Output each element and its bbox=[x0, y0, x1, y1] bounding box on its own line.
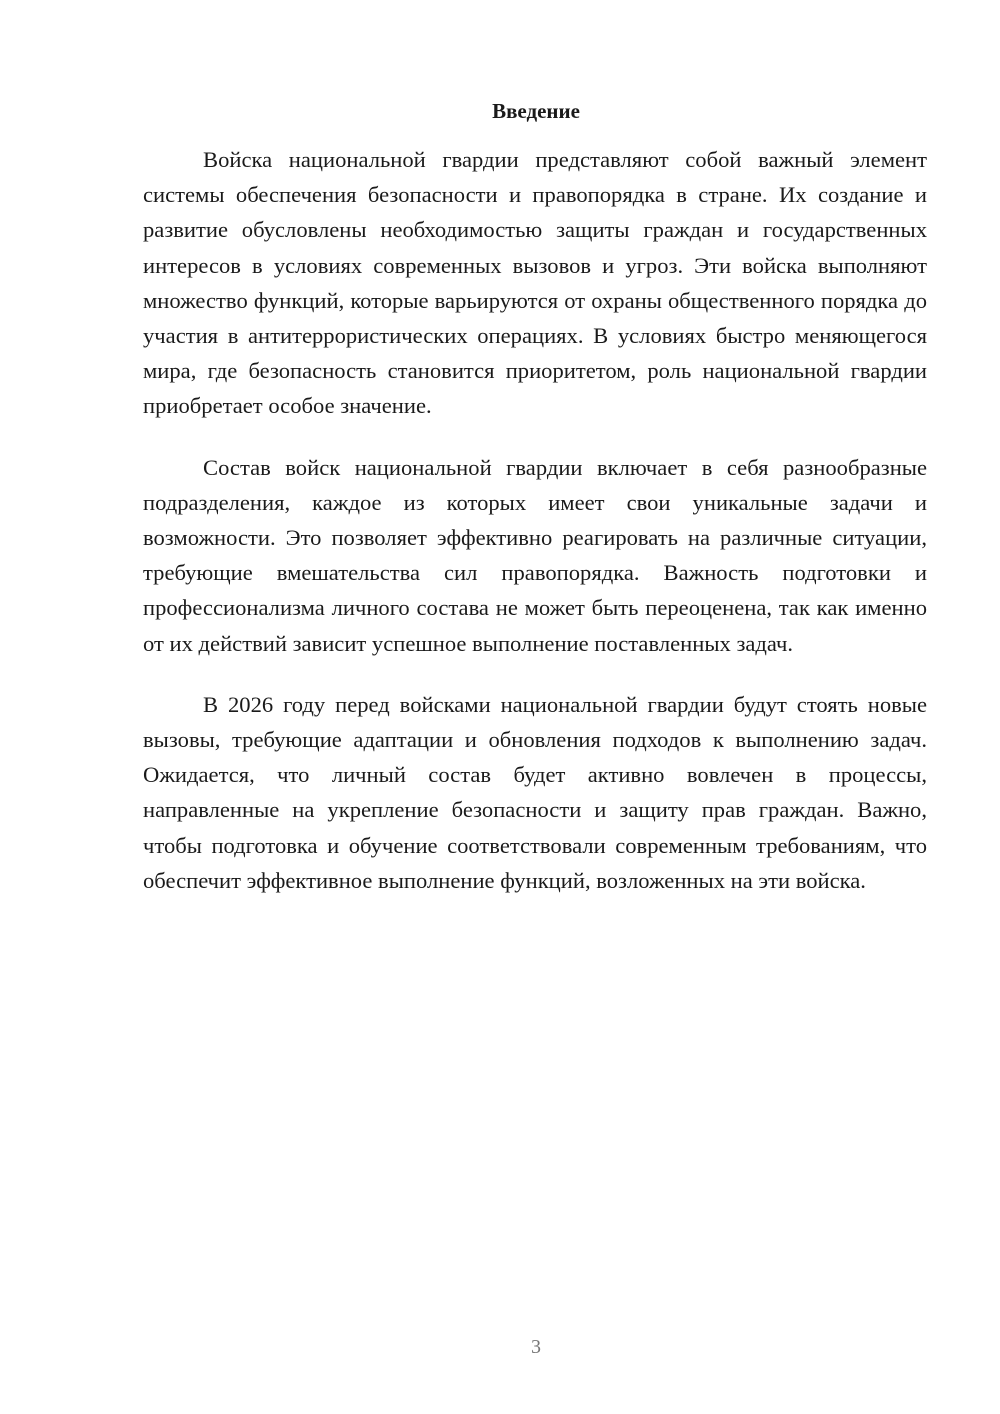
paragraph-1: Войска национальной гвардии представляют собой важный элемент системы обеспечения безопасности и правопорядка в стране. Их создание и развитие обусловлены необходимостью защиты граждан и государственных интересов в условиях современных вызовов и угроз. Эти войска выполняют множество функций, которые варьируются от охраны общественного порядка до участия в антитеррористических операциях. В условиях быстро меняющегося мира, где безопасность становится приоритетом, роль национальной гвардии приобретает особое значение. bbox=[143, 147, 927, 419]
document-body bbox=[143, 142, 927, 924]
paragraph-3: В 2026 году перед войсками национальной гвардии будут стоять новые вызовы, требующие адаптации и обновления подходов к выполнению задач. Ожидается, что личный состав будет активно вовлечен в процессы, направленные на укрепление безопасности и защиту прав граждан. Важно, чтобы подготовка и обучение соответствовали современным требованиям, что обеспечит эффективное выполнение функций, возложенных на эти войска. bbox=[143, 691, 927, 893]
section-title: Введение bbox=[492, 99, 580, 123]
page-number: 3 bbox=[531, 1336, 541, 1358]
paragraph-2: Состав войск национальной гвардии включает в себя разнообразные подразделения, каждое из которых имеет свои уникальные задачи и возможности. Это позволяет эффективно реагировать на различные ситуации, требующие вмешательства сил правопорядка. Важность подготовки и профессионализма личного состава не может быть переоценена, так как именно от их действий зависит успешное выполнение поставленных задач. bbox=[143, 454, 927, 656]
